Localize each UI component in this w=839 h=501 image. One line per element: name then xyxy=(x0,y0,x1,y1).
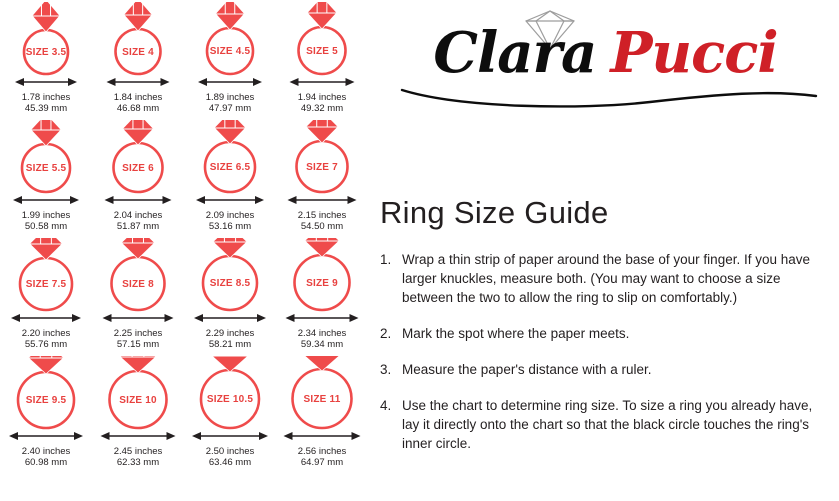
instruction-list xyxy=(380,250,832,470)
ring-size-label: SIZE 5 xyxy=(306,45,338,57)
step-text: Measure the paper's distance with a ruler. xyxy=(402,362,652,377)
measure-arrow-icon xyxy=(92,76,184,90)
ring-size-cell[interactable] xyxy=(276,118,368,236)
ring-illustration xyxy=(184,354,276,426)
ring-size-inches: 1.89 inches xyxy=(205,92,255,103)
ring-size-mm: 50.58 mm xyxy=(24,221,68,232)
ring-size-cell[interactable] xyxy=(92,118,184,236)
brand-wordmark xyxy=(372,20,839,86)
step-text: Mark the spot where the paper meets. xyxy=(402,326,630,341)
measure-arrow-icon xyxy=(276,194,368,208)
ring-size-cell[interactable] xyxy=(0,354,92,472)
measure-arrow-icon xyxy=(276,76,368,90)
measure-arrow-icon xyxy=(0,312,92,326)
ring-size-inches: 2.34 inches xyxy=(297,328,347,339)
ring-size-label: SIZE 10.5 xyxy=(206,394,254,405)
chart-row xyxy=(0,354,368,472)
ring-illustration xyxy=(184,236,276,308)
ring-illustration xyxy=(276,236,368,308)
ring-illustration xyxy=(0,354,92,426)
measure-arrow-icon xyxy=(184,194,276,208)
ring-size-mm: 53.16 mm xyxy=(208,221,252,232)
ring-size-inches: 1.99 inches xyxy=(21,210,71,221)
ring-size-cell[interactable] xyxy=(184,0,276,118)
measure-arrow-icon xyxy=(184,76,276,90)
step-number: 4. xyxy=(380,398,392,413)
instruction-step xyxy=(380,250,832,307)
chart-row xyxy=(0,236,368,354)
ring-illustration xyxy=(0,0,92,72)
brand-name-second: Pucci xyxy=(610,20,778,86)
ring-size-inches: 2.50 inches xyxy=(205,446,255,457)
ring-illustration xyxy=(92,118,184,190)
guide-panel xyxy=(372,0,839,501)
step-number: 1. xyxy=(380,252,392,267)
page-title: Ring Size Guide xyxy=(380,195,609,230)
step-number: 2. xyxy=(380,326,392,341)
ring-size-inches: 2.15 inches xyxy=(297,210,347,221)
ring-size-mm: 54.50 mm xyxy=(300,221,344,232)
ring-size-label: SIZE 9.5 xyxy=(25,395,67,406)
ring-size-label: SIZE 7 xyxy=(306,161,338,173)
measure-arrow-icon xyxy=(276,430,368,444)
ring-size-label: SIZE 9 xyxy=(306,277,338,289)
ring-size-inches: 1.84 inches xyxy=(113,92,163,103)
chart-row xyxy=(0,118,368,236)
ring-size-mm: 59.34 mm xyxy=(300,339,344,350)
ring-size-mm: 60.98 mm xyxy=(24,457,68,468)
ring-illustration xyxy=(0,118,92,190)
ring-size-cell[interactable] xyxy=(92,236,184,354)
ring-illustration xyxy=(276,118,368,190)
ring-illustration xyxy=(184,118,276,190)
ring-size-cell[interactable] xyxy=(92,0,184,118)
ring-illustration xyxy=(276,354,368,426)
ring-size-label: SIZE 8.5 xyxy=(209,278,251,289)
ring-size-mm: 45.39 mm xyxy=(24,103,68,114)
ring-size-cell[interactable] xyxy=(276,236,368,354)
measure-arrow-icon xyxy=(92,194,184,208)
ring-illustration xyxy=(92,354,184,426)
ring-size-label: SIZE 10 xyxy=(119,394,157,406)
ring-size-mm: 57.15 mm xyxy=(116,339,160,350)
ring-size-inches: 2.29 inches xyxy=(205,328,255,339)
step-text: Use the chart to determine ring size. To size a ring you already have, lay it directly onto the chart so that the black circle touches the ring's inner circle. xyxy=(402,398,813,451)
ring-size-chart xyxy=(0,0,368,501)
ring-size-label: SIZE 4.5 xyxy=(209,46,251,57)
step-number: 3. xyxy=(380,362,392,377)
ring-size-mm: 47.97 mm xyxy=(208,103,252,114)
ring-size-mm: 64.97 mm xyxy=(300,457,344,468)
ring-size-cell[interactable] xyxy=(184,354,276,472)
ring-size-inches: 2.04 inches xyxy=(113,210,163,221)
measure-arrow-icon xyxy=(184,312,276,326)
ring-size-inches: 2.56 inches xyxy=(297,446,347,457)
ring-size-mm: 58.21 mm xyxy=(208,339,252,350)
ring-size-mm: 55.76 mm xyxy=(24,339,68,350)
ring-size-label: SIZE 11 xyxy=(303,393,341,405)
ring-size-mm: 63.46 mm xyxy=(208,457,252,468)
ring-size-inches: 1.94 inches xyxy=(297,92,347,103)
measure-arrow-icon xyxy=(0,76,92,90)
measure-arrow-icon xyxy=(0,194,92,208)
ring-size-inches: 2.25 inches xyxy=(113,328,163,339)
measure-arrow-icon xyxy=(276,312,368,326)
measure-arrow-icon xyxy=(0,430,92,444)
ring-size-cell[interactable] xyxy=(0,118,92,236)
brand-name-first: Clara xyxy=(433,20,597,86)
ring-size-cell[interactable] xyxy=(0,236,92,354)
ring-size-inches: 2.09 inches xyxy=(205,210,255,221)
ring-illustration xyxy=(92,0,184,72)
ring-illustration xyxy=(0,236,92,308)
ring-size-mm: 62.33 mm xyxy=(116,457,160,468)
ring-size-cell[interactable] xyxy=(184,236,276,354)
ring-size-mm: 46.68 mm xyxy=(116,103,160,114)
brand-logo xyxy=(372,0,839,120)
ring-size-cell[interactable] xyxy=(92,354,184,472)
instruction-step xyxy=(380,396,832,453)
ring-size-label: SIZE 4 xyxy=(122,46,154,58)
step-text: Wrap a thin strip of paper around the base of your finger. If you have larger knuckles, measure both. (You may want to choose a size between the two to allow the ring to slip on comfortably.) xyxy=(402,252,810,305)
ring-size-inches: 2.20 inches xyxy=(21,328,71,339)
ring-size-inches: 1.78 inches xyxy=(21,92,71,103)
ring-size-mm: 49.32 mm xyxy=(300,103,344,114)
ring-size-inches: 2.40 inches xyxy=(21,446,71,457)
chart-row xyxy=(0,0,368,118)
logo-underline-flourish xyxy=(400,86,820,117)
measure-arrow-icon xyxy=(92,312,184,326)
ring-size-label: SIZE 7.5 xyxy=(25,279,67,290)
instruction-step xyxy=(380,360,832,379)
ring-size-cell[interactable] xyxy=(276,354,368,472)
measure-arrow-icon xyxy=(92,430,184,444)
ring-size-label: SIZE 3.5 xyxy=(25,47,67,58)
ring-size-cell[interactable] xyxy=(0,0,92,118)
ring-size-label: SIZE 8 xyxy=(122,278,154,290)
ring-size-label: SIZE 6.5 xyxy=(209,162,251,173)
ring-size-label: SIZE 6 xyxy=(122,162,154,174)
measure-arrow-icon xyxy=(184,430,276,444)
ring-size-cell[interactable] xyxy=(184,118,276,236)
ring-illustration xyxy=(92,236,184,308)
ring-size-label: SIZE 5.5 xyxy=(25,163,67,174)
instruction-step xyxy=(380,324,832,343)
ring-illustration xyxy=(184,0,276,72)
ring-size-inches: 2.45 inches xyxy=(113,446,163,457)
ring-illustration xyxy=(276,0,368,72)
ring-size-cell[interactable] xyxy=(276,0,368,118)
ring-size-mm: 51.87 mm xyxy=(116,221,160,232)
